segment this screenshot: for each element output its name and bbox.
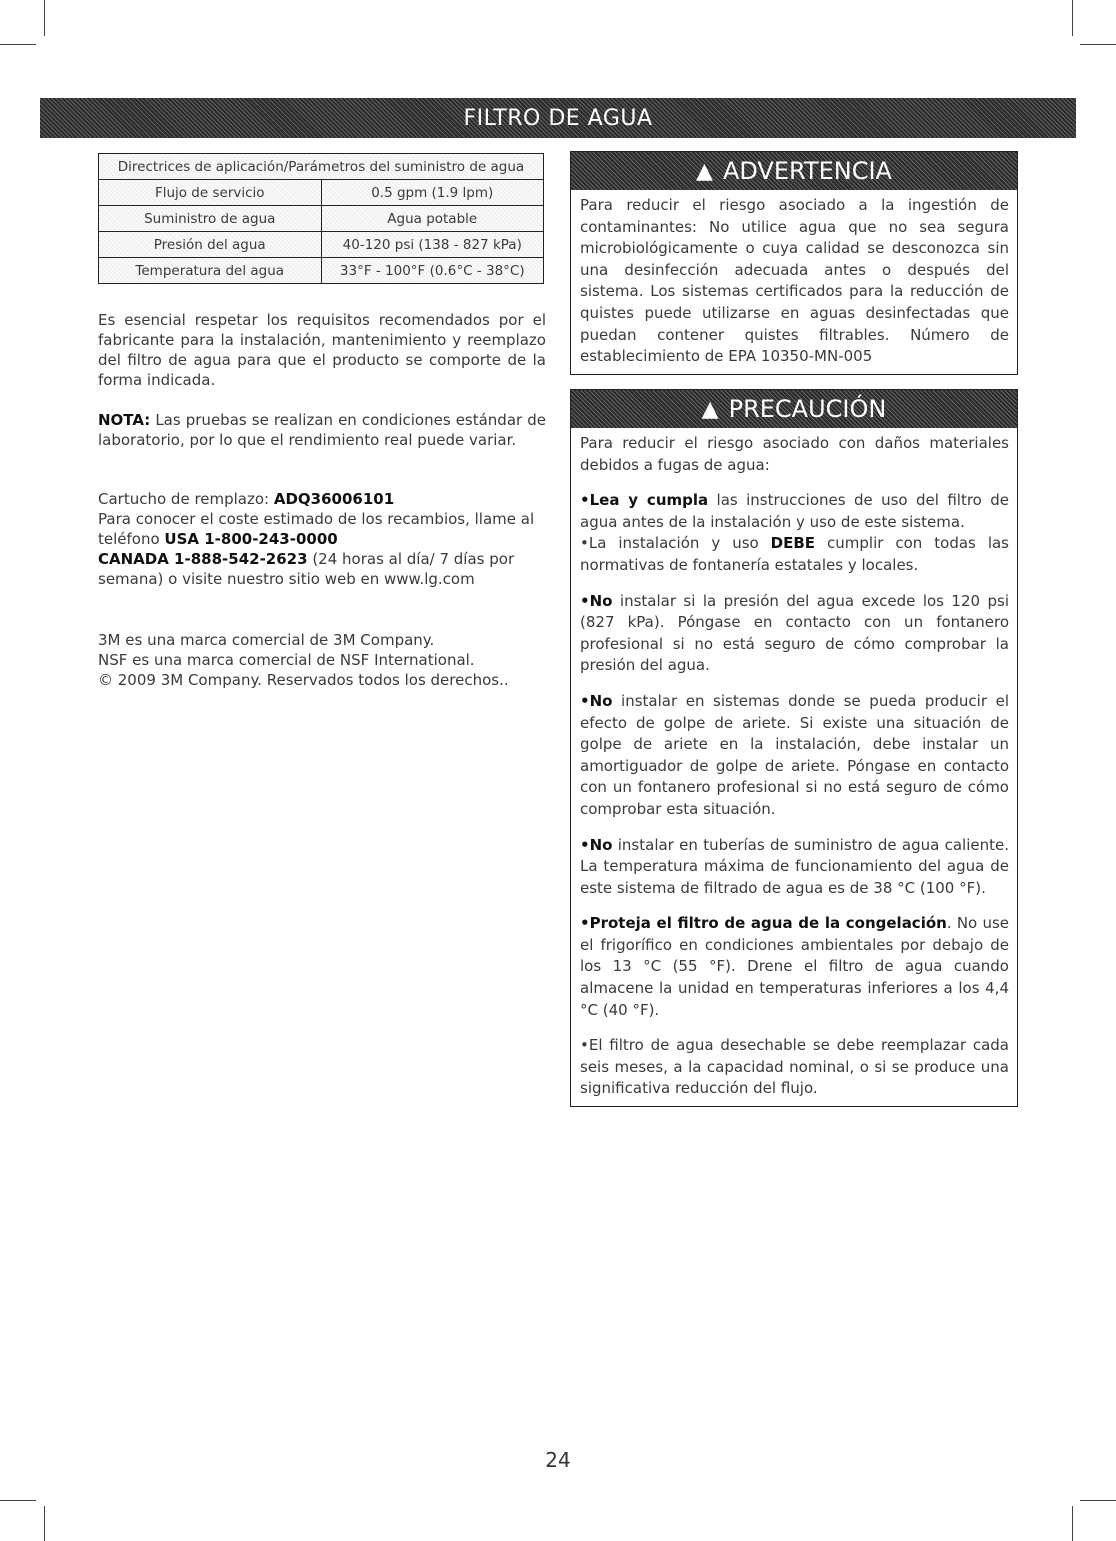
table-cell-value: 0.5 gpm (1.9 lpm)	[321, 180, 544, 206]
caution-item-text: instalar en sistemas donde se pueda producir el efecto de golpe de ariete. Si existe una situación de golpe de ariete en la instalación, debe instalar un amortiguador de golpe de ariete. Póngase en contacto con un fontanero profesional si no está seguro de cómo comprobar esta situación.	[580, 691, 1009, 818]
crop-mark	[1080, 44, 1116, 45]
caution-item-text: instalar si la presión del agua excede los 120 psi (827 kPa). Póngase en contacto con un fontanero profesional si no está seguro de cómo comprobar la presión del agua.	[580, 591, 1009, 675]
section-header	[40, 98, 1076, 138]
table-row	[99, 232, 544, 258]
warning-header	[571, 152, 1017, 190]
caution-item-text: •El filtro de agua desechable se debe reemplazar cada seis meses, a la capacidad nominal, o si se produce una significativa reducción del flujo.	[580, 1036, 1009, 1098]
trademark-nsf: NSF es una marca comercial de NSF International.	[98, 651, 475, 669]
table-cell-value: Agua potable	[321, 206, 544, 232]
crop-mark	[44, 1506, 45, 1541]
table-row	[99, 206, 544, 232]
canada-phone: CANADA 1-888-542-2623	[98, 550, 308, 568]
note-text: Las pruebas se realizan en condiciones estándar de laboratorio, por lo que el rendimiento real puede variar.	[98, 411, 546, 449]
table-cell-label: Flujo de servicio	[99, 180, 322, 206]
usa-phone: USA 1-800-243-0000	[164, 530, 338, 548]
table-cell-label: Temperatura del agua	[99, 258, 322, 284]
warning-title: ADVERTENCIA	[722, 157, 892, 185]
caution-item-bold: •No	[580, 591, 613, 610]
intro-paragraph: Es esencial respetar los requisitos recomendados por el fabricante para la instalación, mantenimiento y reemplazo del filtro de agua para que el producto se comporte de la forma indicada.	[98, 311, 546, 389]
caution-body	[571, 428, 1017, 1106]
crop-mark	[0, 1500, 36, 1501]
cost-text-2: (24 horas al día/ 7 días por semana) o visite nuestro sitio web en www.lg.com	[98, 550, 515, 588]
table-row	[99, 180, 544, 206]
caution-triangle-icon: ▲	[701, 396, 719, 422]
caution-item	[580, 691, 1009, 821]
section-title: FILTRO DE AGUA	[463, 105, 653, 131]
crop-mark	[1080, 1500, 1116, 1501]
table-heading: Directrices de aplicación/Parámetros del suministro de agua	[99, 154, 544, 180]
caution-item	[580, 533, 1009, 576]
table-cell-value: 33°F - 100°F (0.6°C - 38°C)	[321, 258, 544, 284]
table-cell-label: Suministro de agua	[99, 206, 322, 232]
cost-text: Para conocer el coste estimado de los recambios, llame al teléfono	[98, 510, 535, 548]
caution-header	[571, 390, 1017, 428]
copyright: © 2009 3M Company. Reservados todos los derechos..	[98, 671, 509, 689]
crop-mark	[44, 0, 45, 36]
cartridge-paragraph	[98, 489, 546, 589]
caution-item	[580, 490, 1009, 533]
warning-box	[570, 151, 1018, 375]
table-header-row	[99, 154, 544, 180]
trademark-3m: 3M es una marca comercial de 3M Company.	[98, 631, 435, 649]
table-row	[99, 258, 544, 284]
note-label: NOTA:	[98, 411, 151, 429]
caution-item	[580, 835, 1009, 900]
trademark-paragraph	[98, 630, 546, 690]
caution-item-bold: DEBE	[770, 534, 816, 553]
caution-item	[580, 913, 1009, 1021]
cartridge-label: Cartucho de remplazo:	[98, 490, 274, 508]
cartridge-code: ADQ36006101	[273, 490, 395, 508]
caution-box	[570, 389, 1018, 1107]
caution-item-text: instalar en tuberías de suministro de agua caliente. La temperatura máxima de funcionamiento del agua de este sistema de filtrado de agua es de 38 °C (100 °F).	[580, 835, 1009, 897]
warning-text: Para reducir el riesgo asociado a la ingestión de contaminantes: No utilice agua que no sea segura microbiológicamente o cuya calidad se desconozca sin una desinfección adecuada antes o después del sistema. Los sistemas certificados para la reducción de quistes puede utilizarse en aguas desinfectadas que puedan contener quistes filtrables. Número de establecimiento de EPA 10350-MN-005	[580, 196, 1009, 366]
crop-mark	[0, 44, 36, 45]
water-supply-table	[98, 153, 544, 284]
page-number: 24	[545, 1448, 571, 1472]
caution-item-text: cumplir con todas las normativas de fontanería estatales y locales.	[580, 534, 1009, 574]
caution-item-bold: •No	[580, 835, 613, 854]
table-cell-value: 40-120 psi (138 - 827 kPa)	[321, 232, 544, 258]
caution-item-bold: •No	[580, 691, 613, 710]
caution-title: PRECAUCIÓN	[728, 395, 887, 423]
crop-mark	[1072, 0, 1073, 36]
caution-item-bold: •Lea y cumpla	[580, 491, 709, 510]
table-cell-label: Presión del agua	[99, 232, 322, 258]
caution-item-text: •La instalación y uso	[580, 534, 771, 553]
crop-mark	[1072, 1506, 1073, 1541]
warning-body	[571, 190, 1017, 374]
caution-item	[580, 1035, 1009, 1100]
caution-item-bold: •Proteja el filtro de agua de la congelación	[580, 914, 947, 933]
caution-item-text: las instrucciones de uso del filtro de agua antes de la instalación y uso de este sistema.	[580, 491, 1009, 531]
caution-intro: Para reducir el riesgo asociado con daños materiales debidos a fugas de agua:	[580, 434, 1009, 474]
caution-item-text: . No use el frigorífico en condiciones ambientales por debajo de los 13 °C (55 °F). Drene el filtro de agua cuando almacene la unidad en temperaturas inferiores a los 4,4 °C (40 °F).	[580, 914, 1009, 1019]
note-paragraph	[98, 410, 546, 450]
warning-triangle-icon: ▲	[696, 158, 713, 184]
caution-item	[580, 591, 1009, 677]
